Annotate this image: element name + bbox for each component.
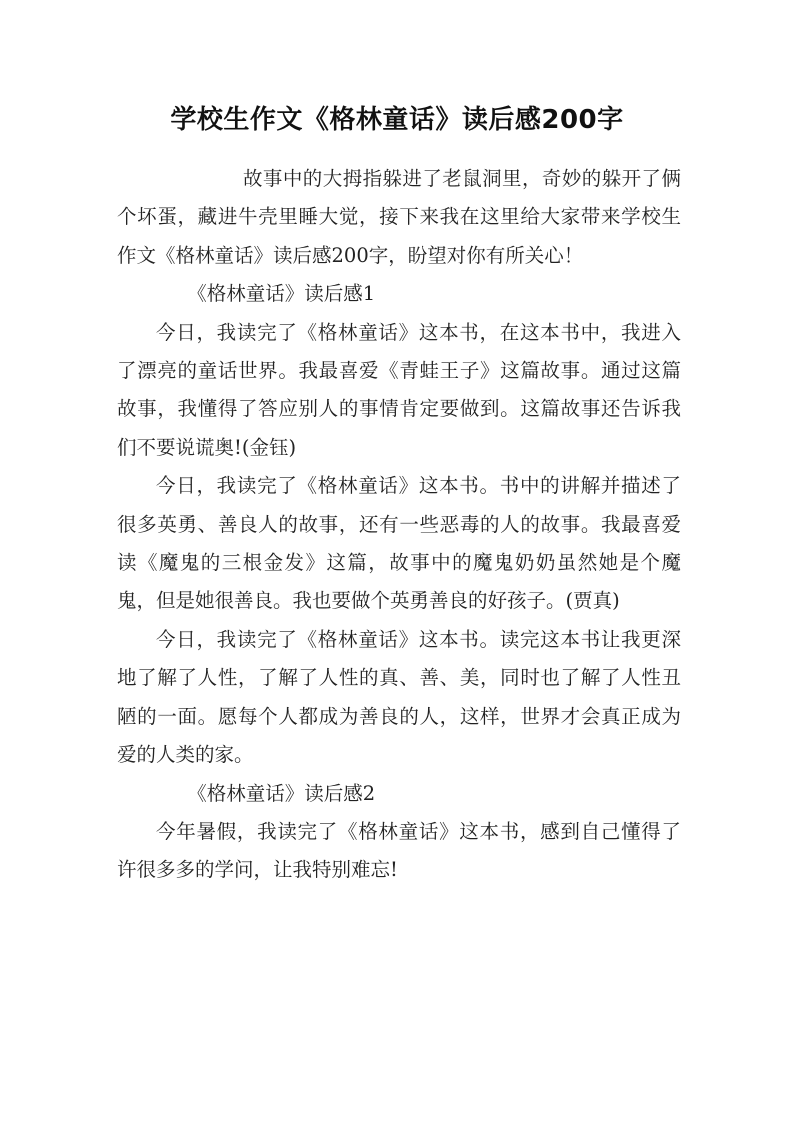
review-paragraph-4: 今年暑假，我读完了《格林童话》这本书，感到自己懂得了许很多多的学问，让我特别难忘! <box>117 819 681 882</box>
review-paragraph-2: 今日，我读完了《格林童话》这本书。书中的讲解并描述了很多英勇、善良人的故事，还有一些恶毒的人的故事。我最喜爱读《魔鬼的三根金发》这篇，故事中的魔鬼奶奶虽然她是个魔鬼，但是她很善良。我也要做个英勇善良的好孩子。(贾真) <box>117 474 681 613</box>
section-heading-2: 《格林童话》读后感2 <box>187 781 376 805</box>
review-paragraph-1: 今日，我读完了《格林童话》这本书，在这本书中，我进入了漂亮的童话世界。我最喜爱《青蛙王子》这篇故事。通过这篇故事，我懂得了答应别人的事情肯定要做到。这篇故事还告诉我们不要说谎奥!(金钰) <box>117 320 681 459</box>
section-heading-1: 《格林童话》读后感1 <box>187 282 376 306</box>
document-body <box>117 160 681 890</box>
review-paragraph-3: 今日，我读完了《格林童话》这本书。读完这本书让我更深地了解了人性，了解了人性的真、善、美，同时也了解了人性丑陋的一面。愿每个人都成为善良的人，这样，世界才会真正成为爱的人类的家。 <box>117 627 681 767</box>
document-title: 学校生作文《格林童话》读后感200字 <box>170 105 624 135</box>
intro-paragraph: 故事中的大拇指躲进了老鼠洞里，奇妙的躲开了俩个坏蛋，藏进牛壳里睡大觉，接下来我在这里给大家带来学校生作文《格林童话》读后感200字，盼望对你有所关心！ <box>117 167 681 267</box>
